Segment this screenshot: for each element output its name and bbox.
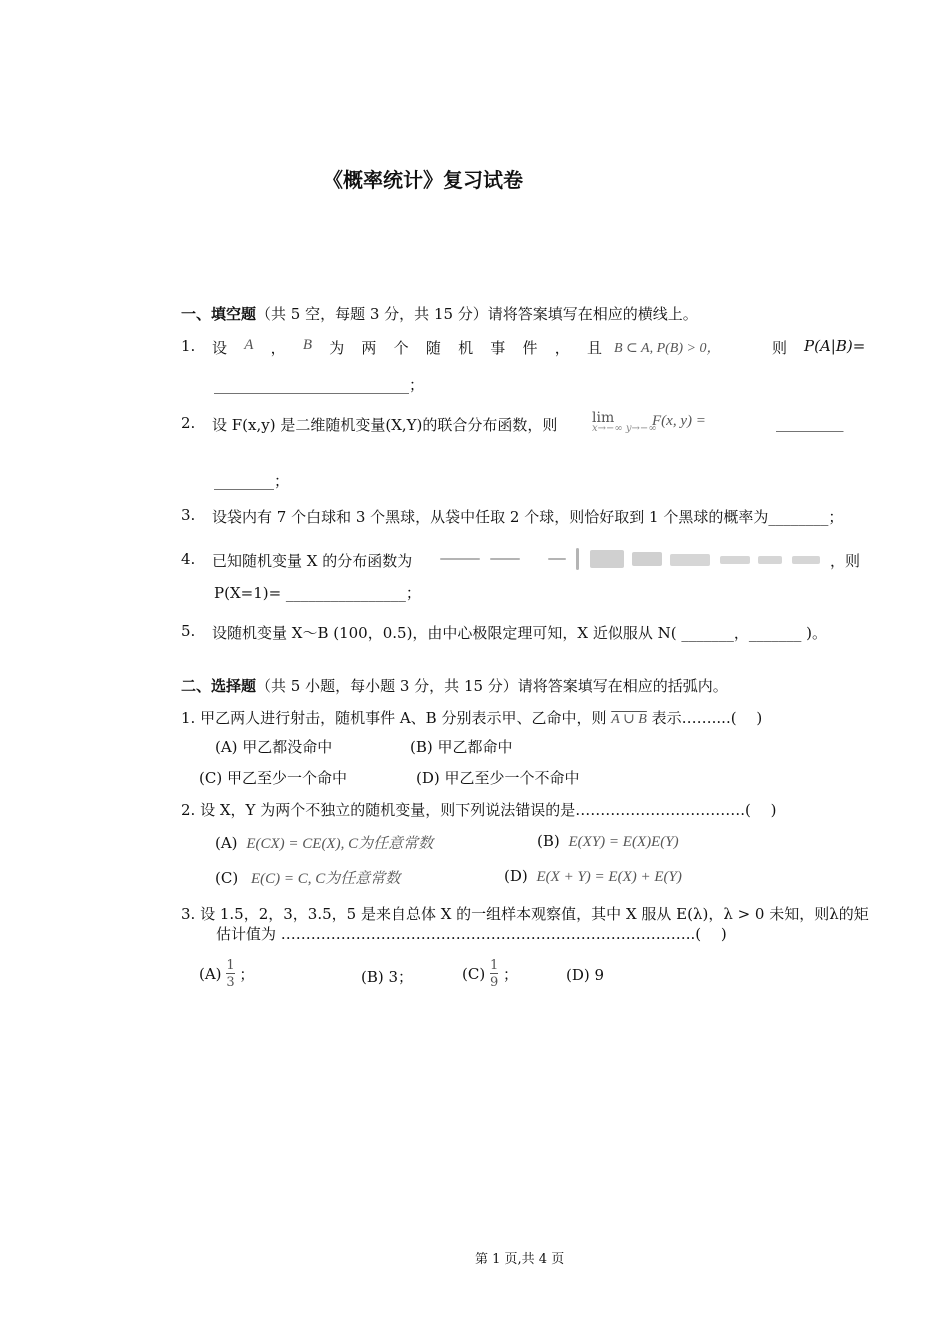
fill-q4-then: ，则 [830, 552, 861, 570]
fill-q2-number: 2. [181, 414, 196, 432]
option-label: (C) [462, 965, 486, 983]
choice-q2-option-b [537, 832, 679, 851]
word: 事 [490, 339, 506, 357]
option-label: (D) [504, 867, 528, 885]
section2-heading-line [181, 675, 728, 696]
word: A [244, 337, 254, 353]
choice-q3-option-c [462, 958, 518, 990]
fill-q2-expr: F(x, y) = [652, 413, 706, 429]
fraction [490, 958, 498, 990]
limit-symbol [592, 410, 657, 440]
word: 个 [393, 339, 409, 357]
choice-q2-option-a [215, 832, 433, 853]
choice-q3-stem-b: 估计值为 ………………………………………………………………………..( ) [216, 925, 727, 943]
choice-q3-stem-a: 3. 设 1.5，2，3，3.5，5 是来自总体 X 的一组样本观察值，其中 X 服从 E(λ)，λ > 0 未知，则λ的矩 [181, 905, 869, 923]
fill-q2-limit [592, 410, 657, 440]
section2-desc: （共 5 小题，每小题 3 分，共 15 分）请将答案填写在相应的括弧内。 [256, 677, 728, 695]
option-label: (B) [537, 832, 560, 850]
word: ， [270, 339, 286, 357]
numerator: 1 [489, 958, 499, 973]
fill-q4-line2: P(X=1)= ________________； [214, 584, 421, 602]
fill-q2-blank1: _________ [776, 414, 844, 432]
option-label: (A) [199, 965, 222, 983]
option-expr: E(XY) = E(X)E(Y) [568, 834, 679, 850]
choice-q1-stem-a: 1. 甲乙两人进行射击，随机事件 A、B 分别表示甲、乙命中，则 [181, 709, 607, 727]
word: B [302, 337, 312, 353]
choice-q3-option-a [199, 958, 254, 990]
denominator: 9 [489, 975, 499, 990]
section2-heading: 二、选择题 [181, 677, 257, 695]
fill-q1-condition: B ⊂ A, P(B) > 0， [614, 341, 721, 356]
choice-q1-stem-b: 表示……....( ) [651, 709, 763, 727]
fill-q1-words [212, 337, 602, 358]
word: 设 [212, 339, 228, 357]
word: 两 [361, 339, 377, 357]
option-expr: E(C) = C, C为任意常数 [250, 871, 401, 887]
lim-word: lim [592, 410, 615, 426]
option-expr: E(CX) = CE(X), C为任意常数 [246, 836, 434, 852]
option-label: (C) [215, 869, 239, 887]
section1-desc: （共 5 空，每题 3 分，共 15 分）请将答案填写在相应的横线上。 [256, 305, 698, 323]
word: 随 [425, 339, 441, 357]
word: 机 [458, 339, 474, 357]
blurred-formula-image [440, 548, 825, 570]
fill-q1-blank: __________________________； [214, 376, 425, 394]
choice-q1-option-b: (B) 甲乙都命中 [410, 738, 513, 756]
option-tail: ； [239, 965, 255, 984]
fill-q1-then: 则 [772, 339, 788, 357]
word: 件 [522, 339, 538, 357]
fill-q2-text: 设 F(x,y) 是二维随机变量(X,Y)的联合分布函数，则 [212, 416, 558, 434]
lim-subscript: x→−∞ y→−∞ [592, 423, 657, 434]
choice-q3-option-b: (B) 3； [361, 968, 414, 986]
fill-q5-number: 5. [181, 622, 196, 640]
denominator: 3 [226, 975, 235, 990]
choice-q2-stem: 2. 设 X，Y 为两个不独立的随机变量，则下列说法错误的是…………………………….( ) [181, 801, 777, 819]
choice-q1-stem [181, 707, 762, 728]
option-expr: E(X + Y) = E(X) + E(Y) [536, 869, 682, 885]
section1-heading-line [181, 303, 698, 324]
choice-q1-expr: A ∪ B [611, 712, 647, 727]
choice-q1-option-c: (C) 甲乙至少一个命中 [199, 769, 347, 787]
choice-q2-option-c [215, 867, 400, 888]
word: ， [554, 339, 570, 357]
fill-q1-ask: P(A|B)= [804, 337, 866, 355]
fill-q4-text: 已知随机变量 X 的分布函数为 [212, 552, 413, 570]
fill-q4-number: 4. [181, 550, 196, 568]
fill-q1-number: 1. [181, 337, 196, 355]
section1-heading: 一、填空题 [181, 305, 257, 323]
choice-q2-option-d [504, 867, 682, 886]
choice-q1-option-d: (D) 甲乙至少一个不命中 [416, 769, 580, 787]
fill-q2-blank2: ________； [214, 472, 290, 490]
choice-q1-option-a: (A) 甲乙都没命中 [215, 738, 333, 756]
fill-q3-text: 设袋内有 7 个白球和 3 个黑球，从袋中任取 2 个球，则恰好取到 1 个黑球的概率为________； [212, 508, 844, 526]
word: 且 [586, 339, 602, 357]
numerator: 1 [226, 958, 235, 973]
fill-q3-number: 3. [181, 506, 196, 524]
fraction [226, 958, 234, 990]
option-label: (A) [215, 834, 238, 852]
fill-q4-distribution-formula [440, 548, 825, 570]
fill-q5-text: 设随机变量 X～B (100，0.5)，由中心极限定理可知，X 近似服从 N( _______，_______ )。 [212, 624, 828, 642]
word: 为 [329, 339, 345, 357]
option-tail: ； [503, 965, 519, 984]
choice-q3-option-d: (D) 9 [566, 966, 605, 984]
page-footer: 第 1 页,共 4 页 [475, 1252, 565, 1267]
page-title: 《概率统计》复习试卷 [323, 168, 523, 192]
